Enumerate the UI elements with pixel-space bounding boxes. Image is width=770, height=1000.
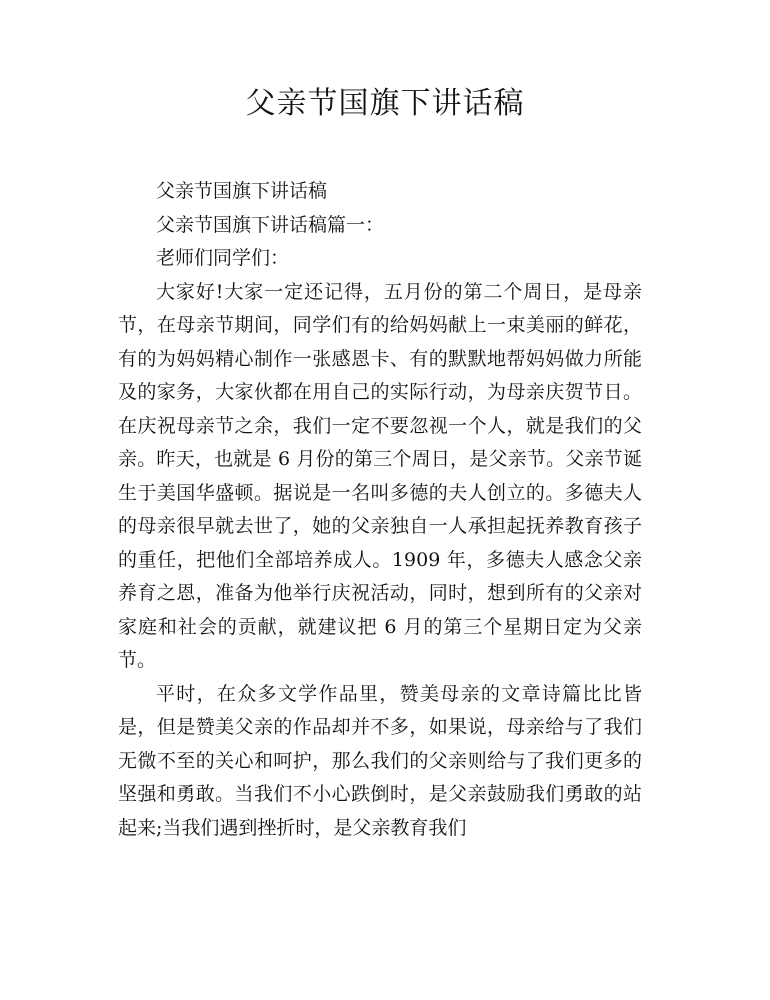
paragraph-salutation: 老师们同学们： <box>156 247 290 269</box>
paragraph-body: 大家好!大家一定还记得，五月份的第二个周日，是母亲节，在母亲节期间，同学们有的给妈妈献上一束美丽的鲜花，有的为妈妈精心制作一张感恩卡、有的默默地帮妈妈做力所能及的家务，大家伙都在用自己的实际行动，为母亲庆贺节日。在庆祝母亲节之余，我们一定不要忽视一个人，就是我们的父亲。昨天，也就是 6 月份的第三个周日，是父亲节。父亲节诞生于美国华盛顿。据说是一名叫多德的夫人创立的。多德夫人的母亲很早就去世了，她的父亲独自一人承担起抚养教育孩子的重任，把他们全部培养成人。1909 年，多德夫人感念父亲养育之恩，准备为他举行庆祝活动，同时，想到所有的父亲对家庭和社会的贡献，就建议把 6 月的第三个星期日定为父亲节。 <box>118 280 642 671</box>
paragraph-subheading: 父亲节国旗下讲话稿篇一： <box>156 213 385 236</box>
document-body <box>118 175 642 845</box>
paragraph-body: 平时，在众多文学作品里，赞美母亲的文章诗篇比比皆是，但是赞美父亲的作品却并不多，如果说，母亲给与了我们无微不至的关心和呵护，那么我们的父亲则给与了我们更多的坚强和勇敢。当我们不小心跌倒时，是父亲鼓励我们勇敢的站起来;当我们遇到挫折时，是父亲教育我们 <box>118 682 642 839</box>
paragraph-heading: 父亲节国旗下讲话稿 <box>156 180 328 202</box>
document-title: 父亲节国旗下讲话稿 <box>245 86 525 121</box>
